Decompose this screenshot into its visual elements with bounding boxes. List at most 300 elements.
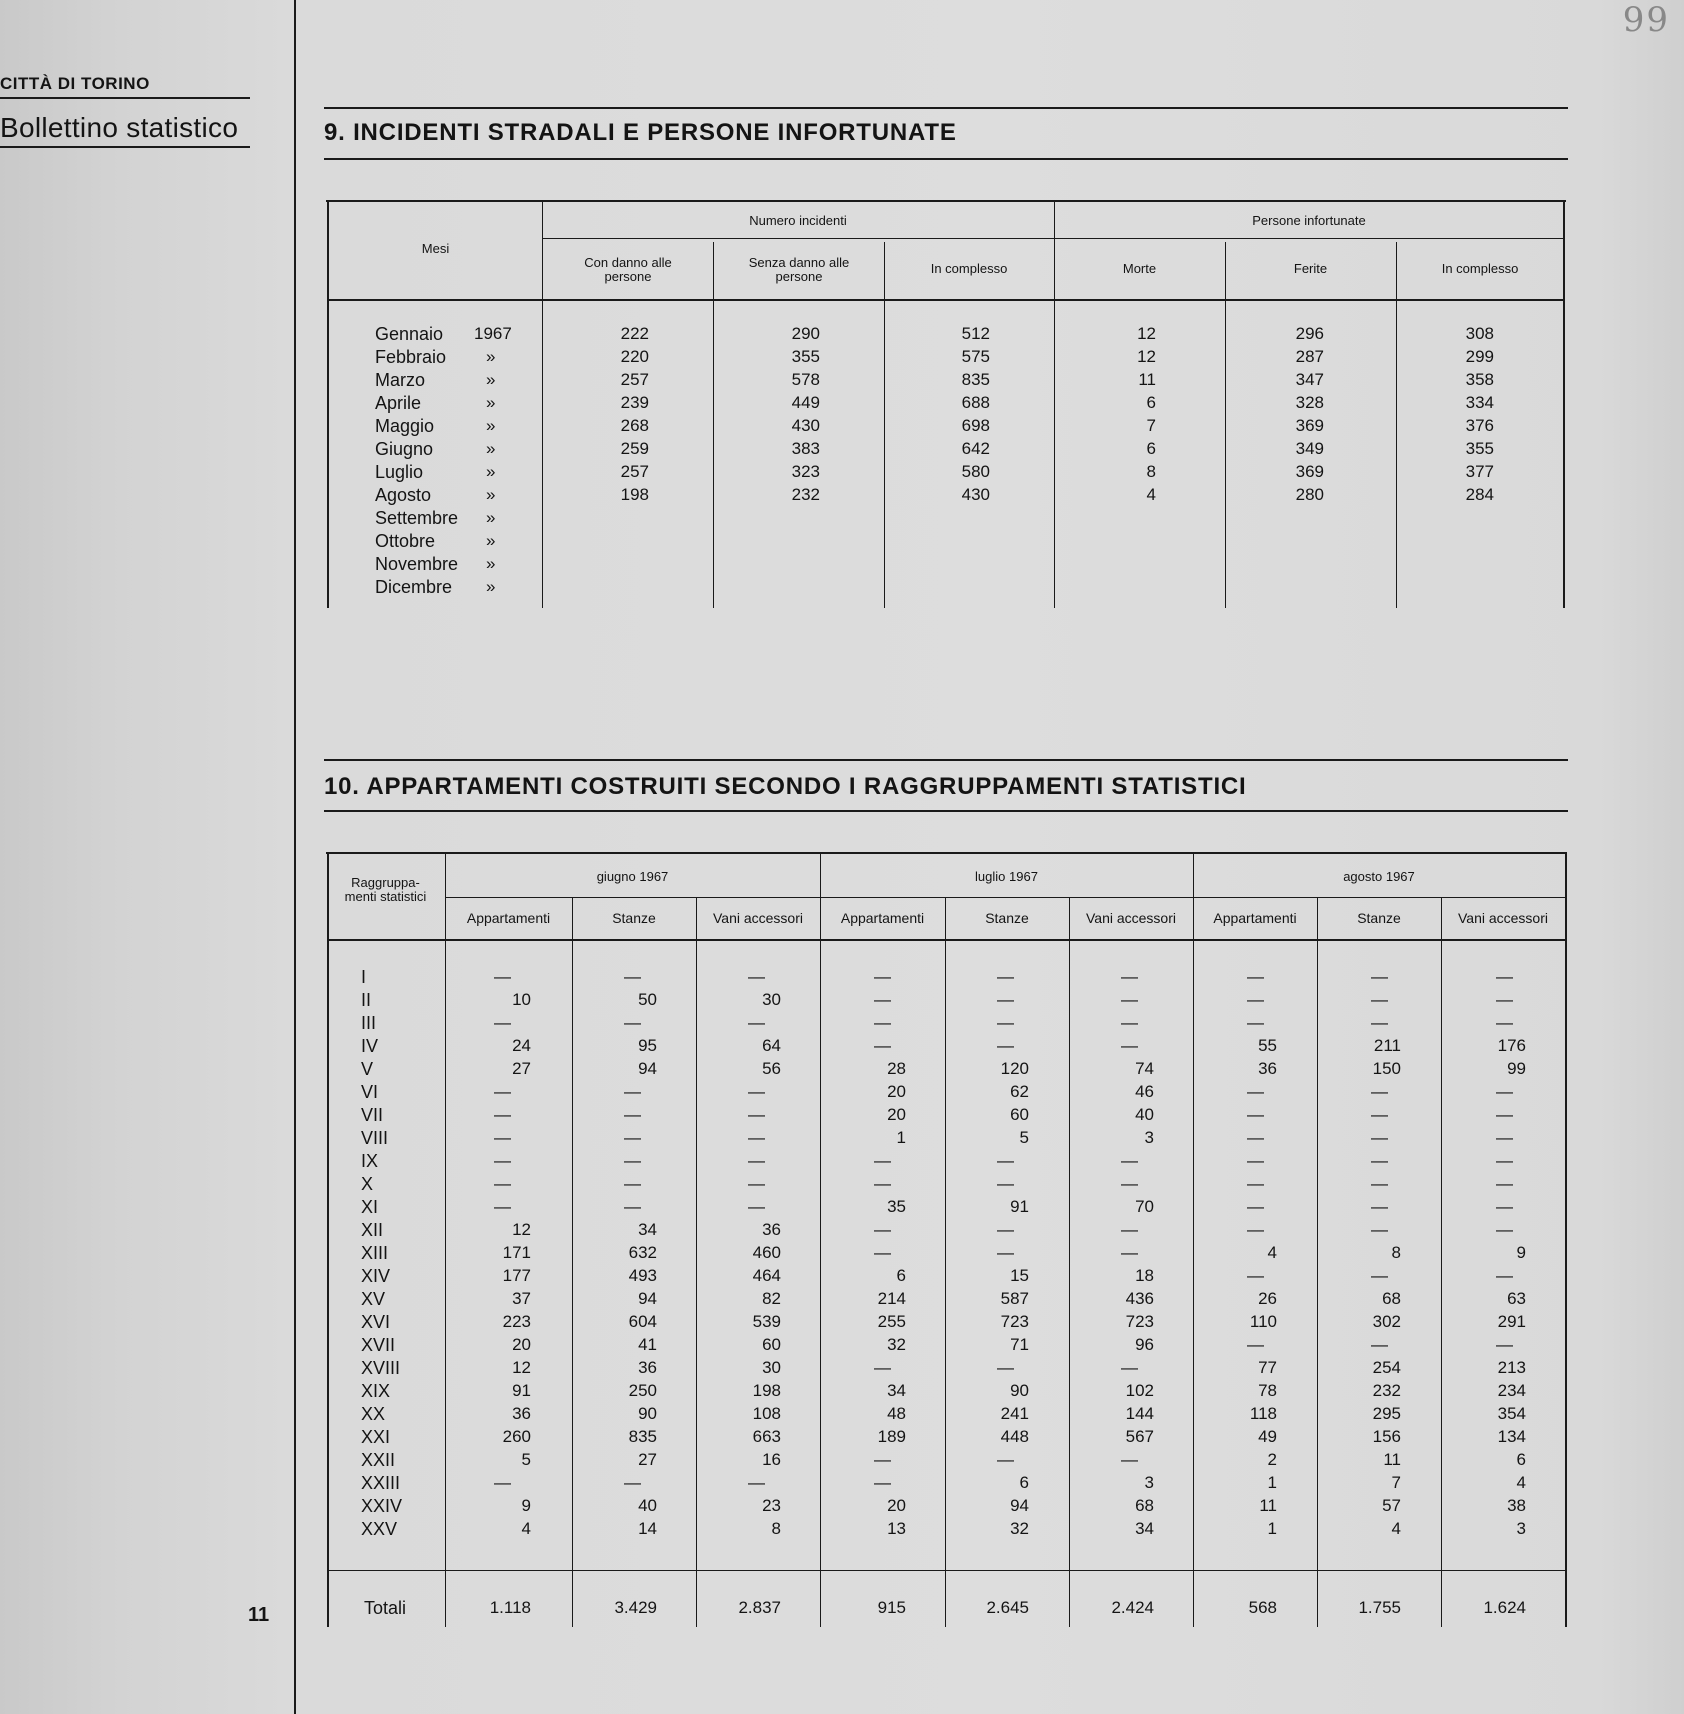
year-label: »: [486, 393, 496, 412]
cell-senza-danno: 290: [791, 324, 820, 343]
group-label: XI: [361, 1197, 379, 1217]
group-label: IX: [361, 1151, 379, 1171]
cell-senza-danno: 578: [791, 370, 820, 389]
cell-con-danno: 198: [620, 485, 649, 504]
page-divider: [294, 0, 296, 1714]
cell-giugno-vani: —: [748, 1105, 765, 1124]
cell-con-danno: 220: [620, 347, 649, 366]
year-label: 1967: [474, 324, 512, 343]
cell-luglio-stanze: —: [997, 1151, 1014, 1170]
cell-luglio-stanze: 15: [1010, 1266, 1029, 1285]
group-label: X: [361, 1174, 374, 1194]
cell-agosto-stanze: —: [1371, 1151, 1388, 1170]
cell-agosto-appartamenti: 110: [1249, 1312, 1277, 1331]
cell-agosto-vani: 4: [1516, 1473, 1526, 1492]
group-label: XV: [361, 1289, 386, 1309]
cell-luglio-vani: 34: [1135, 1519, 1154, 1538]
t10-vline: [445, 852, 446, 1627]
cell-giugno-vani: 539: [752, 1312, 781, 1331]
cell-luglio-vani: —: [1121, 967, 1138, 986]
cell-giugno-appartamenti: 12: [512, 1358, 531, 1377]
publication-title: Bollettino statistico: [0, 112, 239, 143]
section9-title-rule: [324, 158, 1568, 160]
cell-giugno-stanze: 250: [628, 1381, 657, 1400]
cell-luglio-appartamenti: 6: [896, 1266, 906, 1285]
col-agosto-appartamenti: Appartamenti: [1213, 910, 1297, 926]
cell-senza-danno: 449: [791, 393, 820, 412]
cell-giugno-stanze: —: [624, 1105, 641, 1124]
month-label: Dicembre: [375, 577, 453, 597]
cell-luglio-appartamenti: 35: [887, 1197, 906, 1216]
cell-in-complesso-persone: 358: [1465, 370, 1494, 389]
cell-giugno-vani: —: [748, 1013, 765, 1032]
cell-agosto-vani: 9: [1516, 1243, 1526, 1262]
cell-agosto-stanze: 150: [1372, 1059, 1401, 1078]
cell-giugno-appartamenti: 27: [512, 1059, 531, 1078]
cell-giugno-stanze: —: [624, 1473, 641, 1492]
cell-luglio-stanze: 120: [1000, 1059, 1029, 1078]
cell-agosto-appartamenti: 78: [1258, 1381, 1277, 1400]
cell-luglio-stanze: —: [997, 1174, 1014, 1193]
cell-agosto-vani: —: [1496, 990, 1513, 1009]
cell-ferite: 347: [1295, 370, 1324, 389]
cell-giugno-vani: 108: [752, 1404, 781, 1423]
section10-title: 10. APPARTAMENTI COSTRUITI SECONDO I RAGGRUPPAMENTI STATISTICI: [324, 773, 1247, 800]
cell-giugno-vani: 23: [762, 1496, 781, 1515]
cell-ferite: 328: [1295, 393, 1324, 412]
col-in-complesso-persone: In complesso: [1441, 261, 1519, 276]
total-cell-giugno-vani: 2.837: [738, 1598, 781, 1617]
cell-giugno-vani: 464: [752, 1266, 781, 1285]
cell-agosto-vani: 3: [1516, 1519, 1526, 1538]
cell-giugno-vani: 36: [762, 1220, 781, 1239]
col-luglio-vani: Vani accessori: [1085, 910, 1176, 926]
t10-subrule: [445, 897, 1565, 898]
cell-agosto-appartamenti: 55: [1258, 1036, 1277, 1055]
t10-vline: [696, 898, 697, 1627]
cell-giugno-vani: —: [748, 1174, 765, 1193]
cell-luglio-appartamenti: 255: [877, 1312, 906, 1331]
cell-luglio-appartamenti: 189: [877, 1427, 906, 1446]
cell-luglio-stanze: —: [997, 1243, 1014, 1262]
cell-luglio-vani: —: [1121, 1358, 1138, 1377]
group-giugno: giugno 1967: [596, 869, 669, 884]
month-label: Aprile: [375, 393, 422, 413]
group-label: XII: [361, 1220, 384, 1240]
cell-agosto-appartamenti: —: [1247, 1013, 1264, 1032]
cell-in-complesso: 642: [961, 439, 990, 458]
cell-agosto-vani: 38: [1507, 1496, 1526, 1515]
month-label: Settembre: [375, 508, 459, 528]
cell-agosto-vani: 291: [1497, 1312, 1526, 1331]
cell-in-complesso: 512: [961, 324, 990, 343]
cell-agosto-stanze: 8: [1391, 1243, 1401, 1262]
group-label: XXV: [361, 1519, 398, 1539]
col-mesi: Mesi: [421, 241, 450, 256]
cell-agosto-stanze: —: [1371, 1220, 1388, 1239]
cell-luglio-stanze: 60: [1010, 1105, 1029, 1124]
cell-giugno-appartamenti: —: [494, 1082, 511, 1101]
cell-in-complesso-persone: 376: [1465, 416, 1494, 435]
t10-vline: [1317, 898, 1318, 1627]
section10-title-rule: [324, 810, 1568, 812]
page-number: 11: [248, 1604, 270, 1626]
cell-giugno-stanze: 41: [638, 1335, 657, 1354]
col-luglio-appartamenti: Appartamenti: [840, 910, 925, 926]
group-label: I: [361, 967, 367, 987]
cell-con-danno: 222: [620, 324, 649, 343]
cell-giugno-stanze: —: [624, 1082, 641, 1101]
cell-con-danno: 239: [620, 393, 649, 412]
cell-luglio-stanze: 587: [1000, 1289, 1029, 1308]
group-label: IV: [361, 1036, 379, 1056]
cell-morte: 12: [1137, 347, 1156, 366]
cell-in-complesso-persone: 377: [1465, 462, 1494, 481]
cell-luglio-stanze: —: [997, 967, 1014, 986]
cell-giugno-stanze: 94: [638, 1289, 657, 1308]
cell-agosto-stanze: 68: [1382, 1289, 1401, 1308]
cell-luglio-stanze: 90: [1010, 1381, 1029, 1400]
cell-agosto-appartamenti: —: [1247, 990, 1264, 1009]
col-giugno-stanze: Stanze: [612, 910, 656, 926]
cell-giugno-stanze: —: [624, 1197, 641, 1216]
month-label: Gennaio: [375, 324, 444, 344]
cell-giugno-appartamenti: —: [494, 1473, 511, 1492]
cell-luglio-appartamenti: 28: [887, 1059, 906, 1078]
t9-vline: [542, 200, 543, 608]
cell-agosto-appartamenti: 11: [1259, 1496, 1277, 1515]
cell-con-danno: 257: [620, 462, 649, 481]
cell-giugno-appartamenti: 36: [512, 1404, 531, 1423]
cell-luglio-vani: 70: [1135, 1197, 1154, 1216]
col-morte: Morte: [1122, 261, 1157, 276]
cell-luglio-appartamenti: 20: [887, 1496, 906, 1515]
cell-agosto-vani: —: [1496, 1197, 1513, 1216]
cell-agosto-appartamenti: 1: [1267, 1519, 1277, 1538]
cell-ferite: 369: [1295, 416, 1324, 435]
group-agosto: agosto 1967: [1343, 869, 1415, 884]
year-label: »: [486, 462, 496, 481]
col-agosto-stanze: Stanze: [1357, 910, 1401, 926]
cell-in-complesso-persone: 308: [1465, 324, 1494, 343]
cell-agosto-appartamenti: —: [1247, 1220, 1264, 1239]
cell-agosto-stanze: 11: [1383, 1450, 1401, 1469]
month-label: Ottobre: [375, 531, 436, 551]
cell-luglio-appartamenti: —: [874, 1151, 891, 1170]
cell-agosto-stanze: —: [1371, 990, 1388, 1009]
year-label: »: [486, 508, 496, 527]
t9-subrule: [1054, 238, 1564, 239]
t10-vline: [1441, 898, 1442, 1627]
cell-senza-danno: 232: [791, 485, 820, 504]
group-label: VIII: [361, 1128, 389, 1148]
t10-totals-rule: [327, 1570, 1567, 1571]
cell-giugno-appartamenti: 260: [502, 1427, 531, 1446]
cell-giugno-stanze: —: [624, 1174, 641, 1193]
group-label: V: [361, 1059, 374, 1079]
cell-giugno-stanze: 94: [638, 1059, 657, 1078]
cell-ferite: 296: [1295, 324, 1324, 343]
cell-morte: 6: [1146, 439, 1156, 458]
cell-giugno-appartamenti: 37: [512, 1289, 531, 1308]
group-label: XVI: [361, 1312, 391, 1332]
cell-in-complesso-persone: 334: [1465, 393, 1494, 412]
cell-ferite: 287: [1295, 347, 1324, 366]
group-persone-infortunate: Persone infortunate: [1252, 213, 1366, 228]
city-header: CITTÀ DI TORINO: [0, 74, 150, 93]
cell-luglio-stanze: —: [997, 1220, 1014, 1239]
group-label: XIV: [361, 1266, 391, 1286]
cell-luglio-vani: —: [1121, 990, 1138, 1009]
cell-senza-danno: 430: [791, 416, 820, 435]
cell-agosto-stanze: —: [1371, 1013, 1388, 1032]
cell-agosto-vani: —: [1496, 1151, 1513, 1170]
section10-top-rule: [324, 759, 1568, 761]
cell-giugno-stanze: 835: [628, 1427, 657, 1446]
cell-luglio-appartamenti: —: [874, 1013, 891, 1032]
cell-luglio-appartamenti: 20: [887, 1082, 906, 1101]
cell-luglio-stanze: 6: [1019, 1473, 1029, 1492]
cell-giugno-stanze: —: [624, 967, 641, 986]
cell-luglio-vani: —: [1121, 1220, 1138, 1239]
cell-luglio-vani: 46: [1135, 1082, 1154, 1101]
cell-giugno-stanze: —: [624, 1013, 641, 1032]
cell-agosto-stanze: —: [1371, 1105, 1388, 1124]
cell-luglio-appartamenti: —: [874, 1036, 891, 1055]
cell-luglio-stanze: 91: [1010, 1197, 1029, 1216]
t10-vline: [572, 898, 573, 1627]
t9-vline: [713, 242, 714, 608]
t9-vline: [884, 242, 885, 608]
header-rule: [0, 97, 250, 99]
year-label: »: [486, 370, 496, 389]
col-agosto-vani: Vani accessori: [1457, 910, 1548, 926]
cell-agosto-stanze: 7: [1391, 1473, 1401, 1492]
cell-luglio-appartamenti: —: [874, 990, 891, 1009]
group-label: XVII: [361, 1335, 396, 1355]
year-label: »: [486, 485, 496, 504]
cell-giugno-appartamenti: 223: [502, 1312, 531, 1331]
cell-agosto-appartamenti: 2: [1267, 1450, 1277, 1469]
cell-luglio-appartamenti: 13: [887, 1519, 906, 1538]
month-label: Febbraio: [375, 347, 447, 367]
cell-giugno-appartamenti: —: [494, 967, 511, 986]
group-label: III: [361, 1013, 377, 1033]
t10-vline: [945, 898, 946, 1627]
group-numero-incidenti: Numero incidenti: [749, 213, 847, 228]
cell-in-complesso: 698: [961, 416, 990, 435]
total-cell-agosto-vani: 1.624: [1483, 1598, 1526, 1617]
cell-agosto-appartamenti: 4: [1267, 1243, 1277, 1262]
cell-agosto-appartamenti: —: [1247, 1105, 1264, 1124]
cell-giugno-appartamenti: —: [494, 1197, 511, 1216]
cell-luglio-appartamenti: 20: [887, 1105, 906, 1124]
cell-luglio-appartamenti: —: [874, 1450, 891, 1469]
cell-giugno-vani: 64: [762, 1036, 781, 1055]
cell-giugno-vani: 82: [762, 1289, 781, 1308]
month-label: Novembre: [375, 554, 459, 574]
total-cell-giugno-stanze: 3.429: [614, 1598, 657, 1617]
cell-agosto-stanze: —: [1371, 1128, 1388, 1147]
cell-agosto-vani: 99: [1507, 1059, 1526, 1078]
cell-agosto-stanze: 4: [1391, 1519, 1401, 1538]
cell-giugno-stanze: 50: [638, 990, 657, 1009]
cell-senza-danno: 355: [791, 347, 820, 366]
total-cell-luglio-appartamenti: 915: [877, 1598, 906, 1617]
cell-senza-danno: 323: [791, 462, 820, 481]
cell-giugno-vani: 30: [762, 990, 781, 1009]
cell-agosto-stanze: —: [1371, 1174, 1388, 1193]
cell-giugno-appartamenti: 5: [521, 1450, 531, 1469]
t10-vline: [820, 852, 821, 1627]
cell-giugno-vani: 16: [762, 1450, 781, 1469]
cell-luglio-vani: 74: [1135, 1059, 1154, 1078]
cell-con-danno: 259: [620, 439, 649, 458]
cell-luglio-appartamenti: —: [874, 1174, 891, 1193]
section9-title: 9. INCIDENTI STRADALI E PERSONE INFORTUNATE: [324, 119, 957, 146]
cell-giugno-stanze: 95: [638, 1036, 657, 1055]
col-giugno-vani: Vani accessori: [712, 910, 803, 926]
cell-agosto-vani: —: [1496, 1013, 1513, 1032]
cell-luglio-vani: —: [1121, 1243, 1138, 1262]
cell-luglio-stanze: 94: [1010, 1496, 1029, 1515]
month-label: Agosto: [375, 485, 432, 505]
cell-luglio-vani: —: [1121, 1013, 1138, 1032]
cell-luglio-vani: 102: [1125, 1381, 1154, 1400]
cell-morte: 12: [1137, 324, 1156, 343]
cell-luglio-vani: 40: [1135, 1105, 1154, 1124]
cell-giugno-appartamenti: 171: [502, 1243, 531, 1262]
month-label: Marzo: [375, 370, 426, 390]
cell-giugno-stanze: 14: [638, 1519, 657, 1538]
cell-giugno-vani: —: [748, 1128, 765, 1147]
group-label: II: [361, 990, 372, 1010]
cell-giugno-vani: 460: [752, 1243, 781, 1262]
cell-giugno-stanze: —: [624, 1128, 641, 1147]
cell-giugno-appartamenti: —: [494, 1174, 511, 1193]
cell-in-complesso-persone: 299: [1465, 347, 1494, 366]
cell-luglio-vani: —: [1121, 1151, 1138, 1170]
cell-agosto-appartamenti: 118: [1249, 1404, 1277, 1423]
t10-right-border: [1565, 852, 1567, 1627]
cell-agosto-appartamenti: 26: [1258, 1289, 1277, 1308]
cell-morte: 6: [1146, 393, 1156, 412]
cell-giugno-appartamenti: 20: [512, 1335, 531, 1354]
cell-agosto-vani: —: [1496, 1220, 1513, 1239]
cell-giugno-appartamenti: 91: [512, 1381, 531, 1400]
total-cell-giugno-appartamenti: 1.118: [489, 1598, 531, 1617]
cell-giugno-stanze: 493: [628, 1266, 657, 1285]
cell-luglio-appartamenti: 214: [877, 1289, 906, 1308]
cell-giugno-appartamenti: 24: [512, 1036, 531, 1055]
col-luglio-stanze: Stanze: [985, 910, 1029, 926]
cell-agosto-stanze: 57: [1382, 1496, 1401, 1515]
cell-giugno-vani: 30: [762, 1358, 781, 1377]
cell-ferite: 349: [1295, 439, 1324, 458]
cell-luglio-vani: 567: [1125, 1427, 1154, 1446]
group-label: XIX: [361, 1381, 391, 1401]
t9-left-border: [327, 200, 329, 608]
cell-agosto-vani: —: [1496, 1266, 1513, 1285]
cell-luglio-appartamenti: —: [874, 1243, 891, 1262]
cell-agosto-vani: 354: [1497, 1404, 1526, 1423]
year-label: »: [486, 554, 496, 573]
cell-giugno-stanze: 34: [638, 1220, 657, 1239]
cell-giugno-vani: —: [748, 1151, 765, 1170]
cell-giugno-stanze: —: [624, 1151, 641, 1170]
cell-giugno-vani: —: [748, 967, 765, 986]
cell-luglio-vani: 96: [1135, 1335, 1154, 1354]
cell-agosto-vani: 234: [1497, 1381, 1526, 1400]
cell-in-complesso: 688: [961, 393, 990, 412]
t9-vline: [1225, 242, 1226, 608]
cell-luglio-appartamenti: 32: [887, 1335, 906, 1354]
group-label: XXII: [361, 1450, 396, 1470]
cell-luglio-vani: —: [1121, 1174, 1138, 1193]
handwritten-page-number: 99: [1622, 0, 1670, 40]
cell-giugno-appartamenti: —: [494, 1128, 511, 1147]
cell-agosto-vani: —: [1496, 1082, 1513, 1101]
cell-giugno-stanze: 36: [638, 1358, 657, 1377]
cell-agosto-stanze: —: [1371, 1082, 1388, 1101]
cell-luglio-appartamenti: —: [874, 1473, 891, 1492]
header-rule-bottom: [0, 146, 250, 148]
cell-morte: 8: [1146, 462, 1156, 481]
cell-luglio-stanze: —: [997, 1450, 1014, 1469]
cell-luglio-stanze: 723: [1000, 1312, 1029, 1331]
cell-morte: 11: [1138, 370, 1156, 389]
cell-morte: 4: [1146, 485, 1156, 504]
apartments-table: [324, 852, 1568, 1627]
total-cell-luglio-vani: 2.424: [1111, 1598, 1154, 1617]
cell-giugno-stanze: 90: [638, 1404, 657, 1423]
cell-giugno-appartamenti: 12: [512, 1220, 531, 1239]
t9-header-bottom: [327, 299, 1565, 301]
cell-luglio-stanze: —: [997, 1036, 1014, 1055]
cell-giugno-vani: 198: [752, 1381, 781, 1400]
cell-con-danno: 268: [620, 416, 649, 435]
cell-luglio-appartamenti: 1: [896, 1128, 906, 1147]
cell-agosto-stanze: 295: [1372, 1404, 1401, 1423]
cell-morte: 7: [1146, 416, 1156, 435]
cell-luglio-vani: 144: [1125, 1404, 1154, 1423]
cell-giugno-stanze: 27: [638, 1450, 657, 1469]
cell-senza-danno: 383: [791, 439, 820, 458]
t9-subrule: [542, 238, 1054, 239]
cell-luglio-vani: 3: [1144, 1473, 1154, 1492]
cell-luglio-appartamenti: 48: [887, 1404, 906, 1423]
cell-in-complesso: 575: [961, 347, 990, 366]
cell-agosto-appartamenti: —: [1247, 1082, 1264, 1101]
cell-giugno-stanze: 604: [628, 1312, 657, 1331]
group-luglio: luglio 1967: [975, 869, 1038, 884]
cell-agosto-vani: 63: [1507, 1289, 1526, 1308]
cell-agosto-appartamenti: 77: [1258, 1358, 1277, 1377]
cell-luglio-stanze: 448: [1000, 1427, 1029, 1446]
col-in-complesso: In complesso: [930, 261, 1008, 276]
cell-giugno-appartamenti: 177: [502, 1266, 531, 1285]
cell-agosto-stanze: —: [1371, 1197, 1388, 1216]
group-label: XXI: [361, 1427, 391, 1447]
cell-giugno-stanze: 632: [628, 1243, 657, 1262]
cell-in-complesso: 430: [961, 485, 990, 504]
cell-agosto-stanze: 302: [1372, 1312, 1401, 1331]
cell-ferite: 280: [1295, 485, 1324, 504]
t9-top-border: [326, 200, 1566, 202]
cell-giugno-appartamenti: 9: [521, 1496, 531, 1515]
cell-giugno-appartamenti: —: [494, 1151, 511, 1170]
cell-luglio-stanze: —: [997, 990, 1014, 1009]
